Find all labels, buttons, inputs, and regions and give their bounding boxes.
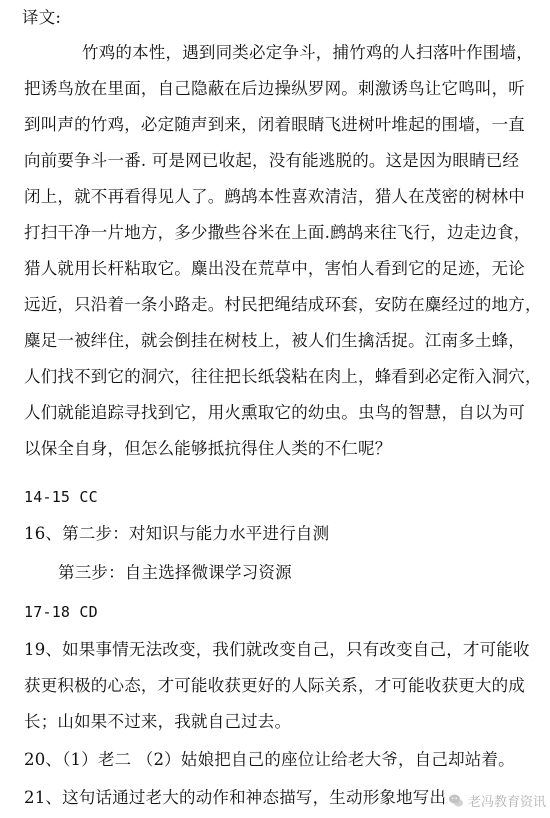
paragraph-line: 人们就能追踪寻找到它，用火熏取它的幼虫。虫鸟的智慧，自以为可 xyxy=(24,403,525,422)
paragraph-line: 人们找不到它的洞穴，往往把长纸袋粘在肉上，蜂看到必定衔入洞穴， xyxy=(24,367,542,386)
paragraph-line: 以保全自身，但怎么能够抵抗得住人类的不仁呢？ xyxy=(24,439,392,458)
paragraph-line: 闭上，就不再看得见人了。鹧鸪本性喜欢清洁，猎人在茂密的树林中 xyxy=(24,187,525,206)
paragraph-line: 到叫声的竹鸡，必定随声到来，闭着眼睛飞进树叶堆起的围墙，一直 xyxy=(24,115,525,134)
answer-19-line: 获更积极的心态，才可能收获更好的人际关系，才可能收获更大的成 xyxy=(24,676,525,695)
answer-14-15: 14-15 CC xyxy=(24,488,98,506)
paragraph-line: 猎人就用长杆粘取它。麋出没在荒草中，害怕人看到它的足迹，无论 xyxy=(24,259,525,278)
paragraph-line: 把诱鸟放在里面，自己隐蔽在后边操纵罗网。刺激诱鸟让它鸣叫，听 xyxy=(24,79,525,98)
wechat-icon xyxy=(448,793,464,809)
answer-17-18: 17-18 CD xyxy=(24,603,98,621)
answer-21: 21、这句话通过老大的动作和神态描写，生动形象地写出 xyxy=(24,788,447,807)
paragraph-line: 打扫干净一片地方，多少撒些谷米在上面.鹧鸪来往飞行，边走边食， xyxy=(24,223,531,242)
answer-20: 20、（1）老二 （2）姑娘把自己的座位让给老大爷，自己却站着。 xyxy=(24,750,515,769)
paragraph-line: 向前要争斗一番. 可是网已收起，没有能逃脱的。这是因为眼睛已经 xyxy=(24,151,520,170)
heading: 译文: xyxy=(22,8,62,27)
paragraph-line: 麋足一被绊住，就会倒挂在树枝上，被人们生擒活捉。江南多土蜂， xyxy=(24,331,525,350)
answer-19-line: 19、如果事情无法改变，我们就改变自己，只有改变自己，才可能收 xyxy=(24,640,530,659)
paragraph-line: 远近，只沿着一条小路走。村民把绳结成环套，安防在麋经过的地方， xyxy=(24,295,542,314)
paragraph-line: 竹鸡的本性，遇到同类必定争斗，捕竹鸡的人扫落叶作围墙， xyxy=(82,43,533,62)
watermark xyxy=(448,791,546,810)
answer-16-step2: 16、第二步：对知识与能力水平进行自测 xyxy=(24,524,330,543)
answer-19-line: 长；山如果不过来，我就自己过去。 xyxy=(24,712,292,731)
watermark-text: 老冯教育资讯 xyxy=(467,795,546,810)
answer-16-step3: 第三步：自主选择微课学习资源 xyxy=(58,563,292,582)
